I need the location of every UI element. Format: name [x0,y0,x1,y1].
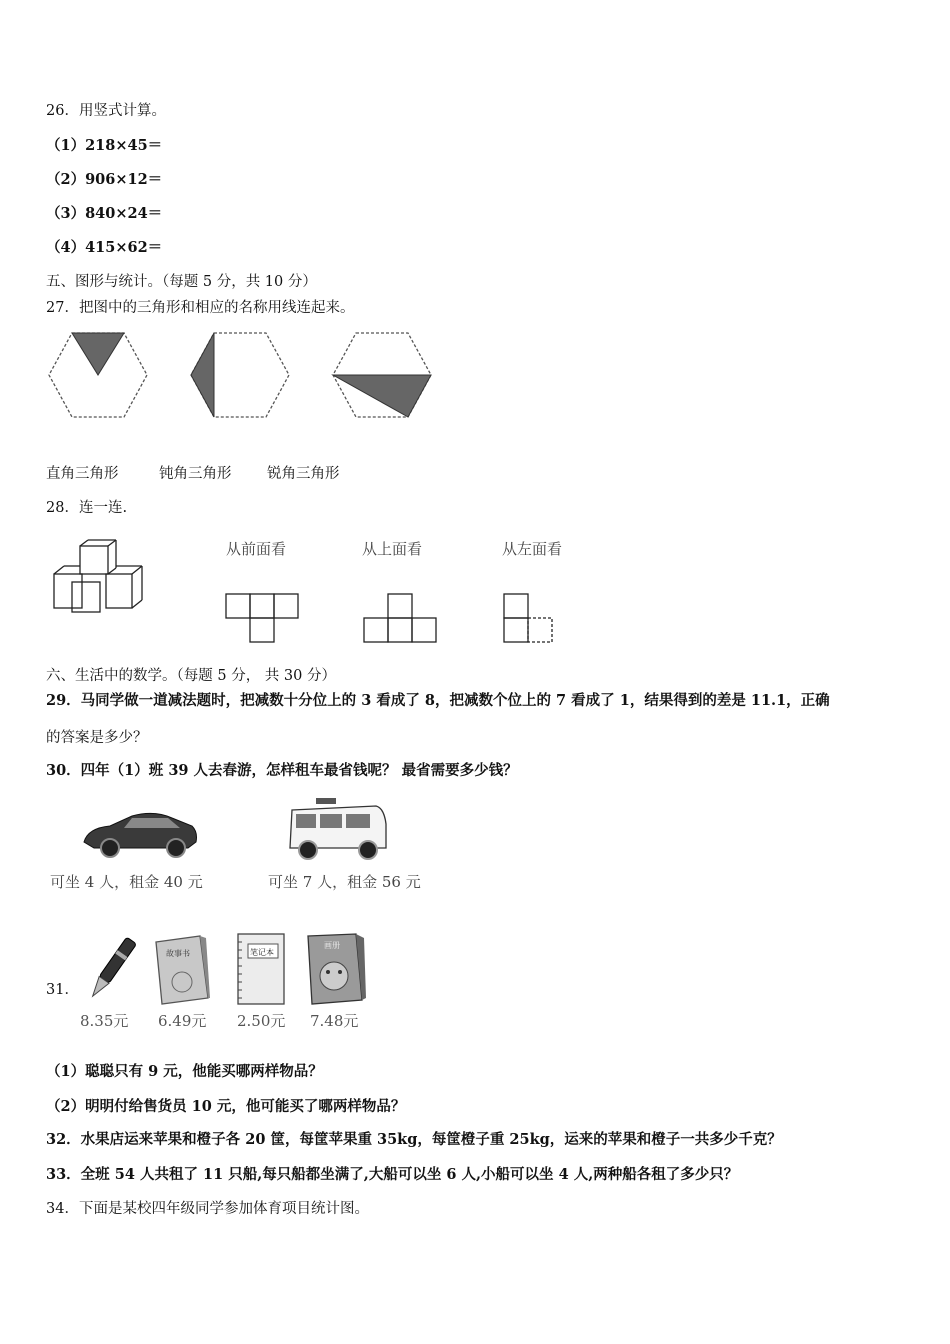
hexagon-figure-2 [188,330,292,420]
q32-text: 32．水果店运来苹果和橙子各 20 筐，每筐苹果重 35kg，每筐橙子重 25kg，运来的苹果和橙子一共多少千克？ [46,1131,782,1148]
notebook-title: 笔记本 [250,948,274,957]
cube-stack-figure [50,538,162,614]
view-label-left: 从左面看 [502,540,563,558]
q26-item-3: （3）840×24＝ [46,205,163,222]
price-storybook: 6.49元 [158,1012,207,1030]
q27-title: 27．把图中的三角形和相应的名称用线连起来。 [46,300,355,316]
car-label: 可坐 4 人，租金 40 元 [50,873,203,891]
album-title: 画册 [324,941,340,950]
price-notebook: 2.50元 [237,1012,286,1030]
q29-line-1: 29．马同学做一道减法题时，把减数十分位上的 3 看成了 8，把减数个位上的 7 看成了 1，结果得到的差是 11.1，正确 [46,692,830,709]
q26-title: 26．用竖式计算。 [46,103,166,119]
view-figure-1 [224,592,304,644]
view-figure-3 [502,592,558,644]
view-label-front: 从前面看 [226,540,287,558]
hexagon-figure-3 [330,330,434,420]
q31-sub-2: （2）明明付给售货员 10 元，他可能买了哪两样物品？ [46,1098,406,1115]
picture-album-image [304,932,368,1006]
van-image [286,796,390,862]
q28-title: 28．连一连. [46,500,128,516]
section5-title: 五、图形与统计。（每题 5 分，共 10 分） [46,274,317,290]
hexagon-figure-1 [46,330,150,420]
car-image [80,808,200,860]
q26-item-2: （2）906×12＝ [46,171,163,188]
section6-title: 六、生活中的数学。（每题 5 分， 共 30 分） [46,668,336,684]
q31-sub-1: （1）聪聪只有 9 元，他能买哪两样物品？ [46,1063,323,1080]
van-label: 可坐 7 人，租金 56 元 [268,873,421,891]
view-figure-2 [362,592,442,644]
q31-number: 31． [46,982,79,998]
q30-title: 30．四年（1）班 39 人去春游，怎样租车最省钱呢？ 最省需要多少钱？ [46,762,518,779]
storybook-title: 故事书 [166,949,190,958]
notebook-image [234,932,290,1006]
storybook-image [152,934,212,1006]
view-label-top: 从上面看 [362,540,423,558]
q33-text: 33．全班 54 人共租了 11 只船,每只船都坐满了,大船可以坐 6 人,小船可以坐 4 人,两种船各租了多少只？ [46,1166,739,1183]
q26-item-4: （4）415×62＝ [46,239,163,256]
triangle-name-right: 直角三角形 [46,466,119,482]
q29-line-2: 的答案是多少？ [46,730,148,746]
triangle-name-acute: 锐角三角形 [267,466,340,482]
price-album: 7.48元 [310,1012,359,1030]
q26-item-1: （1）218×45＝ [46,137,163,154]
pen-image [86,932,136,1008]
price-pen: 8.35元 [80,1012,129,1030]
q34-text: 34．下面是某校四年级同学参加体育项目统计图。 [46,1201,369,1217]
triangle-name-obtuse: 钝角三角形 [159,466,232,482]
